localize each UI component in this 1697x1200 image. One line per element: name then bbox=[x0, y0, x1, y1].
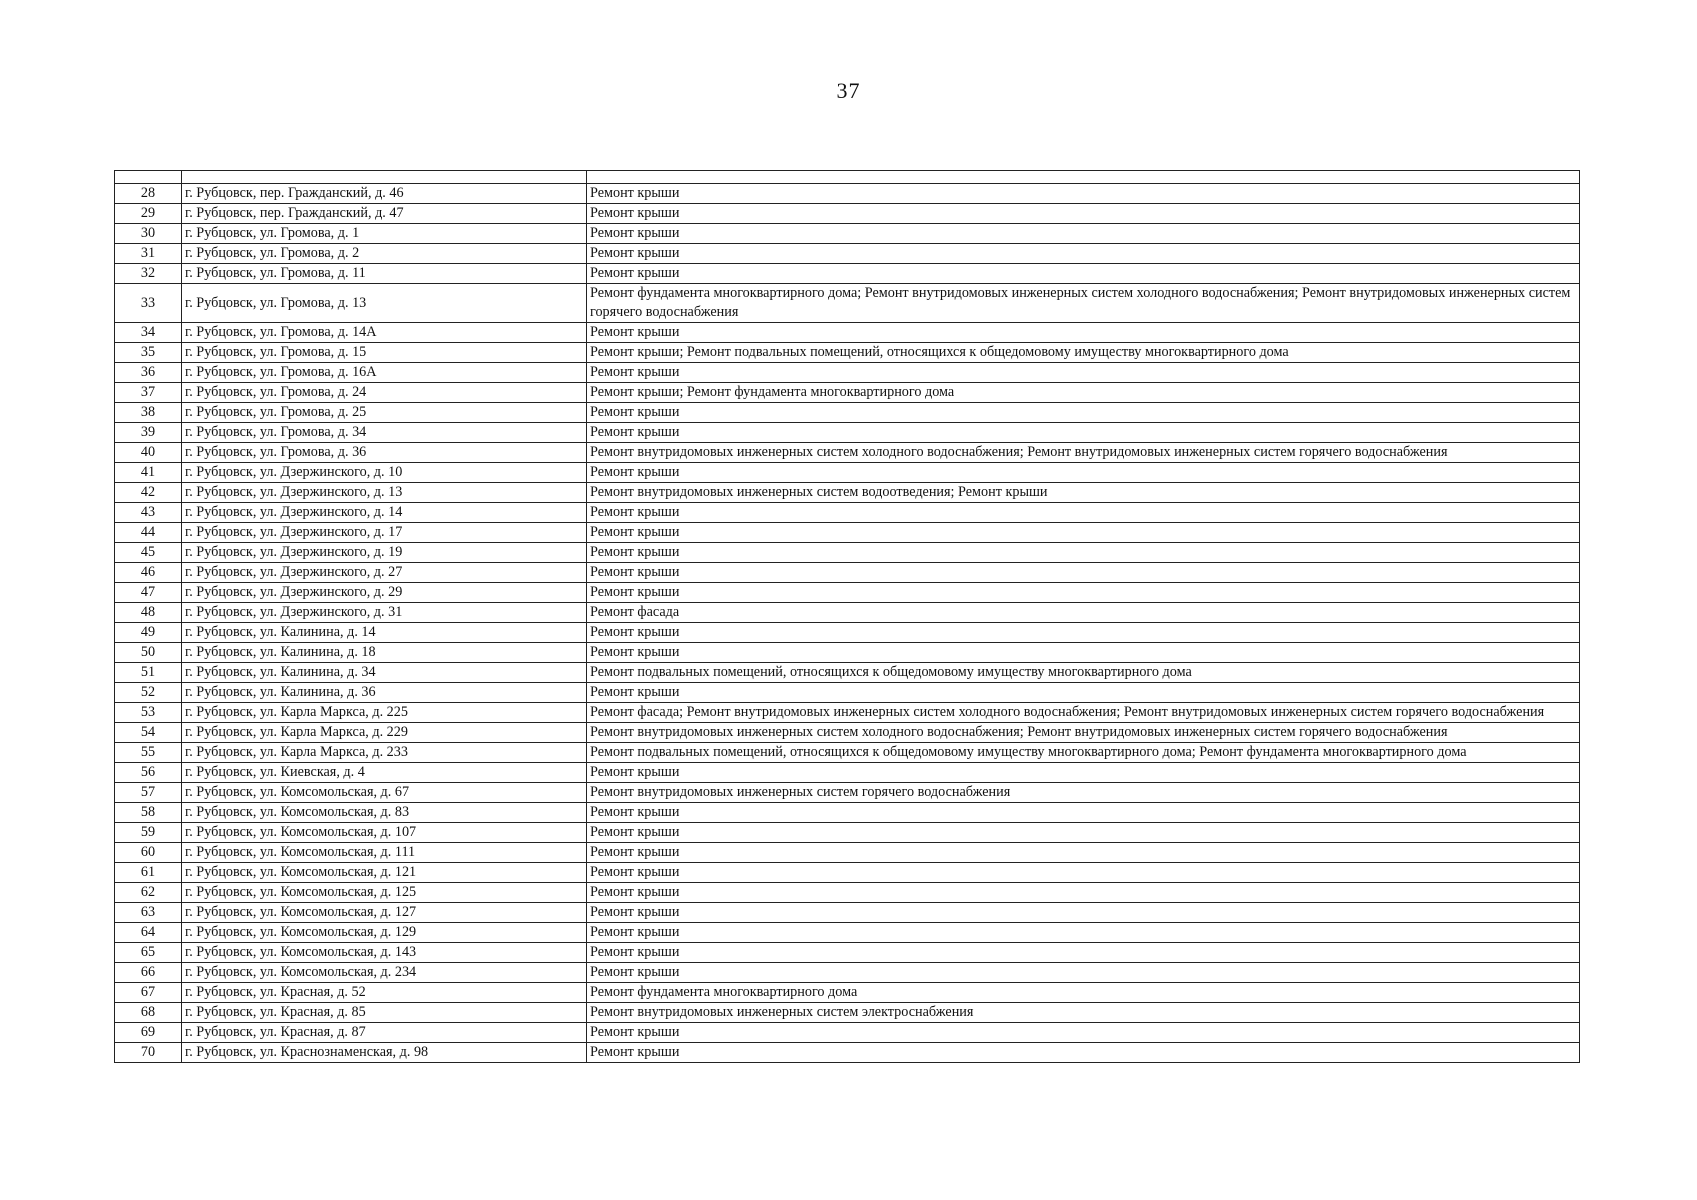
work-type-cell: Ремонт крыши bbox=[587, 963, 1580, 983]
table-row bbox=[115, 184, 1580, 204]
address-cell: г. Рубцовск, ул. Дзержинского, д. 27 bbox=[182, 563, 587, 583]
table-row bbox=[115, 284, 1580, 323]
table-row bbox=[115, 643, 1580, 663]
table-row bbox=[115, 843, 1580, 863]
row-number-cell: 70 bbox=[115, 1043, 182, 1063]
address-cell: г. Рубцовск, ул. Дзержинского, д. 13 bbox=[182, 483, 587, 503]
row-number-cell: 41 bbox=[115, 463, 182, 483]
work-type-cell: Ремонт крыши bbox=[587, 563, 1580, 583]
row-number-cell: 63 bbox=[115, 903, 182, 923]
address-cell: г. Рубцовск, ул. Комсомольская, д. 111 bbox=[182, 843, 587, 863]
address-cell: г. Рубцовск, ул. Калинина, д. 18 bbox=[182, 643, 587, 663]
row-number-cell: 69 bbox=[115, 1023, 182, 1043]
table-row bbox=[115, 423, 1580, 443]
address-cell: г. Рубцовск, ул. Краснознаменская, д. 98 bbox=[182, 1043, 587, 1063]
row-number-cell: 29 bbox=[115, 204, 182, 224]
table-row bbox=[115, 983, 1580, 1003]
work-type-cell: Ремонт крыши bbox=[587, 323, 1580, 343]
work-type-cell: Ремонт крыши bbox=[587, 423, 1580, 443]
work-type-cell: Ремонт фундамента многоквартирного дома; Ремонт внутридомовых инженерных систем холодного водоснабжения; Ремонт внутридомовых инженерных систем горячего водоснабжения bbox=[587, 284, 1580, 323]
row-number-cell: 35 bbox=[115, 343, 182, 363]
table-top-cell bbox=[587, 171, 1580, 184]
address-cell: г. Рубцовск, ул. Комсомольская, д. 143 bbox=[182, 943, 587, 963]
row-number-cell: 30 bbox=[115, 224, 182, 244]
work-type-cell: Ремонт крыши bbox=[587, 943, 1580, 963]
address-cell: г. Рубцовск, ул. Комсомольская, д. 127 bbox=[182, 903, 587, 923]
address-cell: г. Рубцовск, ул. Дзержинского, д. 31 bbox=[182, 603, 587, 623]
table-row bbox=[115, 663, 1580, 683]
table-row bbox=[115, 403, 1580, 423]
address-cell: г. Рубцовск, ул. Комсомольская, д. 121 bbox=[182, 863, 587, 883]
row-number-cell: 44 bbox=[115, 523, 182, 543]
row-number-cell: 52 bbox=[115, 683, 182, 703]
table-row bbox=[115, 583, 1580, 603]
address-cell: г. Рубцовск, ул. Красная, д. 52 bbox=[182, 983, 587, 1003]
table-row bbox=[115, 923, 1580, 943]
table-row bbox=[115, 623, 1580, 643]
address-cell: г. Рубцовск, ул. Комсомольская, д. 125 bbox=[182, 883, 587, 903]
work-type-cell: Ремонт внутридомовых инженерных систем холодного водоснабжения; Ремонт внутридомовых инженерных систем горячего водоснабжения bbox=[587, 723, 1580, 743]
work-type-cell: Ремонт внутридомовых инженерных систем горячего водоснабжения bbox=[587, 783, 1580, 803]
table-row bbox=[115, 943, 1580, 963]
work-type-cell: Ремонт подвальных помещений, относящихся к общедомовому имуществу многоквартирного дома; Ремонт фундамента многоквартирного дома bbox=[587, 743, 1580, 763]
table-row bbox=[115, 1023, 1580, 1043]
row-number-cell: 53 bbox=[115, 703, 182, 723]
table-row bbox=[115, 763, 1580, 783]
address-cell: г. Рубцовск, ул. Комсомольская, д. 129 bbox=[182, 923, 587, 943]
work-type-cell: Ремонт фасада; Ремонт внутридомовых инженерных систем холодного водоснабжения; Ремонт внутридомовых инженерных систем горячего водоснабжения bbox=[587, 703, 1580, 723]
table-row bbox=[115, 963, 1580, 983]
work-type-cell: Ремонт крыши bbox=[587, 224, 1580, 244]
table-row bbox=[115, 523, 1580, 543]
row-number-cell: 34 bbox=[115, 323, 182, 343]
work-type-cell: Ремонт крыши bbox=[587, 523, 1580, 543]
table-top-cell bbox=[115, 171, 182, 184]
work-type-cell: Ремонт крыши bbox=[587, 363, 1580, 383]
address-cell: г. Рубцовск, ул. Громова, д. 11 bbox=[182, 264, 587, 284]
row-number-cell: 59 bbox=[115, 823, 182, 843]
table-row bbox=[115, 1043, 1580, 1063]
table-row bbox=[115, 363, 1580, 383]
table-row bbox=[115, 743, 1580, 763]
table-row bbox=[115, 543, 1580, 563]
address-cell: г. Рубцовск, ул. Красная, д. 87 bbox=[182, 1023, 587, 1043]
row-number-cell: 66 bbox=[115, 963, 182, 983]
table-row bbox=[115, 204, 1580, 224]
table-row bbox=[115, 323, 1580, 343]
table-row bbox=[115, 264, 1580, 284]
work-type-cell: Ремонт фасада bbox=[587, 603, 1580, 623]
work-type-cell: Ремонт крыши bbox=[587, 244, 1580, 264]
row-number-cell: 54 bbox=[115, 723, 182, 743]
table-row bbox=[115, 603, 1580, 623]
address-cell: г. Рубцовск, ул. Громова, д. 36 bbox=[182, 443, 587, 463]
address-cell: г. Рубцовск, ул. Дзержинского, д. 10 bbox=[182, 463, 587, 483]
work-type-cell: Ремонт крыши; Ремонт подвальных помещений, относящихся к общедомовому имуществу многоквартирного дома bbox=[587, 343, 1580, 363]
table-row bbox=[115, 503, 1580, 523]
address-cell: г. Рубцовск, ул. Калинина, д. 36 bbox=[182, 683, 587, 703]
address-cell: г. Рубцовск, ул. Карла Маркса, д. 225 bbox=[182, 703, 587, 723]
address-cell: г. Рубцовск, ул. Громова, д. 34 bbox=[182, 423, 587, 443]
table-row bbox=[115, 863, 1580, 883]
work-type-cell: Ремонт крыши bbox=[587, 643, 1580, 663]
table-row bbox=[115, 903, 1580, 923]
table-row bbox=[115, 883, 1580, 903]
work-type-cell: Ремонт крыши bbox=[587, 1023, 1580, 1043]
row-number-cell: 65 bbox=[115, 943, 182, 963]
address-cell: г. Рубцовск, ул. Громова, д. 16А bbox=[182, 363, 587, 383]
address-cell: г. Рубцовск, ул. Громова, д. 13 bbox=[182, 284, 587, 323]
row-number-cell: 42 bbox=[115, 483, 182, 503]
row-number-cell: 55 bbox=[115, 743, 182, 763]
table-row bbox=[115, 563, 1580, 583]
table-top-cell bbox=[182, 171, 587, 184]
address-cell: г. Рубцовск, ул. Громова, д. 2 bbox=[182, 244, 587, 264]
address-cell: г. Рубцовск, ул. Громова, д. 1 bbox=[182, 224, 587, 244]
row-number-cell: 47 bbox=[115, 583, 182, 603]
table-row bbox=[115, 723, 1580, 743]
table-row bbox=[115, 224, 1580, 244]
repair-table bbox=[114, 170, 1580, 1063]
work-type-cell: Ремонт крыши bbox=[587, 543, 1580, 563]
row-number-cell: 57 bbox=[115, 783, 182, 803]
work-type-cell: Ремонт крыши bbox=[587, 623, 1580, 643]
row-number-cell: 28 bbox=[115, 184, 182, 204]
work-type-cell: Ремонт крыши bbox=[587, 683, 1580, 703]
row-number-cell: 32 bbox=[115, 264, 182, 284]
work-type-cell: Ремонт крыши bbox=[587, 923, 1580, 943]
work-type-cell: Ремонт крыши bbox=[587, 463, 1580, 483]
work-type-cell: Ремонт крыши bbox=[587, 583, 1580, 603]
row-number-cell: 40 bbox=[115, 443, 182, 463]
row-number-cell: 64 bbox=[115, 923, 182, 943]
table-row bbox=[115, 383, 1580, 403]
row-number-cell: 38 bbox=[115, 403, 182, 423]
table-row bbox=[115, 244, 1580, 264]
row-number-cell: 56 bbox=[115, 763, 182, 783]
table-row bbox=[115, 343, 1580, 363]
work-type-cell: Ремонт крыши bbox=[587, 403, 1580, 423]
row-number-cell: 39 bbox=[115, 423, 182, 443]
table-row bbox=[115, 803, 1580, 823]
table-top-border-row bbox=[115, 171, 1580, 184]
work-type-cell: Ремонт крыши bbox=[587, 264, 1580, 284]
row-number-cell: 51 bbox=[115, 663, 182, 683]
work-type-cell: Ремонт крыши bbox=[587, 184, 1580, 204]
address-cell: г. Рубцовск, ул. Громова, д. 15 bbox=[182, 343, 587, 363]
address-cell: г. Рубцовск, ул. Дзержинского, д. 17 bbox=[182, 523, 587, 543]
row-number-cell: 68 bbox=[115, 1003, 182, 1023]
table-row bbox=[115, 483, 1580, 503]
row-number-cell: 48 bbox=[115, 603, 182, 623]
work-type-cell: Ремонт крыши bbox=[587, 883, 1580, 903]
row-number-cell: 43 bbox=[115, 503, 182, 523]
table-row bbox=[115, 823, 1580, 843]
address-cell: г. Рубцовск, ул. Дзержинского, д. 29 bbox=[182, 583, 587, 603]
row-number-cell: 58 bbox=[115, 803, 182, 823]
row-number-cell: 61 bbox=[115, 863, 182, 883]
work-type-cell: Ремонт крыши bbox=[587, 863, 1580, 883]
address-cell: г. Рубцовск, ул. Киевская, д. 4 bbox=[182, 763, 587, 783]
table-row bbox=[115, 783, 1580, 803]
table-body bbox=[115, 171, 1580, 1063]
address-cell: г. Рубцовск, ул. Комсомольская, д. 83 bbox=[182, 803, 587, 823]
work-type-cell: Ремонт крыши bbox=[587, 823, 1580, 843]
address-cell: г. Рубцовск, ул. Красная, д. 85 bbox=[182, 1003, 587, 1023]
repair-table-container bbox=[114, 170, 1580, 1063]
work-type-cell: Ремонт крыши bbox=[587, 763, 1580, 783]
address-cell: г. Рубцовск, ул. Комсомольская, д. 234 bbox=[182, 963, 587, 983]
row-number-cell: 36 bbox=[115, 363, 182, 383]
page-number: 37 bbox=[836, 78, 861, 103]
address-cell: г. Рубцовск, ул. Калинина, д. 14 bbox=[182, 623, 587, 643]
table-row bbox=[115, 703, 1580, 723]
row-number-cell: 31 bbox=[115, 244, 182, 264]
row-number-cell: 60 bbox=[115, 843, 182, 863]
row-number-cell: 49 bbox=[115, 623, 182, 643]
address-cell: г. Рубцовск, ул. Громова, д. 24 bbox=[182, 383, 587, 403]
row-number-cell: 46 bbox=[115, 563, 182, 583]
table-row bbox=[115, 683, 1580, 703]
address-cell: г. Рубцовск, ул. Громова, д. 14А bbox=[182, 323, 587, 343]
address-cell: г. Рубцовск, ул. Дзержинского, д. 19 bbox=[182, 543, 587, 563]
row-number-cell: 45 bbox=[115, 543, 182, 563]
address-cell: г. Рубцовск, ул. Комсомольская, д. 107 bbox=[182, 823, 587, 843]
address-cell: г. Рубцовск, ул. Карла Маркса, д. 233 bbox=[182, 743, 587, 763]
work-type-cell: Ремонт крыши bbox=[587, 843, 1580, 863]
row-number-cell: 50 bbox=[115, 643, 182, 663]
row-number-cell: 67 bbox=[115, 983, 182, 1003]
work-type-cell: Ремонт крыши bbox=[587, 903, 1580, 923]
work-type-cell: Ремонт крыши; Ремонт фундамента многоквартирного дома bbox=[587, 383, 1580, 403]
address-cell: г. Рубцовск, ул. Калинина, д. 34 bbox=[182, 663, 587, 683]
work-type-cell: Ремонт внутридомовых инженерных систем водоотведения; Ремонт крыши bbox=[587, 483, 1580, 503]
work-type-cell: Ремонт подвальных помещений, относящихся к общедомовому имуществу многоквартирного дома bbox=[587, 663, 1580, 683]
table-row bbox=[115, 1003, 1580, 1023]
address-cell: г. Рубцовск, ул. Карла Маркса, д. 229 bbox=[182, 723, 587, 743]
row-number-cell: 62 bbox=[115, 883, 182, 903]
address-cell: г. Рубцовск, ул. Комсомольская, д. 67 bbox=[182, 783, 587, 803]
table-row bbox=[115, 463, 1580, 483]
address-cell: г. Рубцовск, пер. Гражданский, д. 47 bbox=[182, 204, 587, 224]
work-type-cell: Ремонт внутридомовых инженерных систем холодного водоснабжения; Ремонт внутридомовых инженерных систем горячего водоснабжения bbox=[587, 443, 1580, 463]
work-type-cell: Ремонт фундамента многоквартирного дома bbox=[587, 983, 1580, 1003]
work-type-cell: Ремонт крыши bbox=[587, 1043, 1580, 1063]
work-type-cell: Ремонт внутридомовых инженерных систем электроснабжения bbox=[587, 1003, 1580, 1023]
row-number-cell: 33 bbox=[115, 284, 182, 323]
work-type-cell: Ремонт крыши bbox=[587, 803, 1580, 823]
table-row bbox=[115, 443, 1580, 463]
row-number-cell: 37 bbox=[115, 383, 182, 403]
address-cell: г. Рубцовск, ул. Дзержинского, д. 14 bbox=[182, 503, 587, 523]
work-type-cell: Ремонт крыши bbox=[587, 503, 1580, 523]
address-cell: г. Рубцовск, пер. Гражданский, д. 46 bbox=[182, 184, 587, 204]
work-type-cell: Ремонт крыши bbox=[587, 204, 1580, 224]
address-cell: г. Рубцовск, ул. Громова, д. 25 bbox=[182, 403, 587, 423]
